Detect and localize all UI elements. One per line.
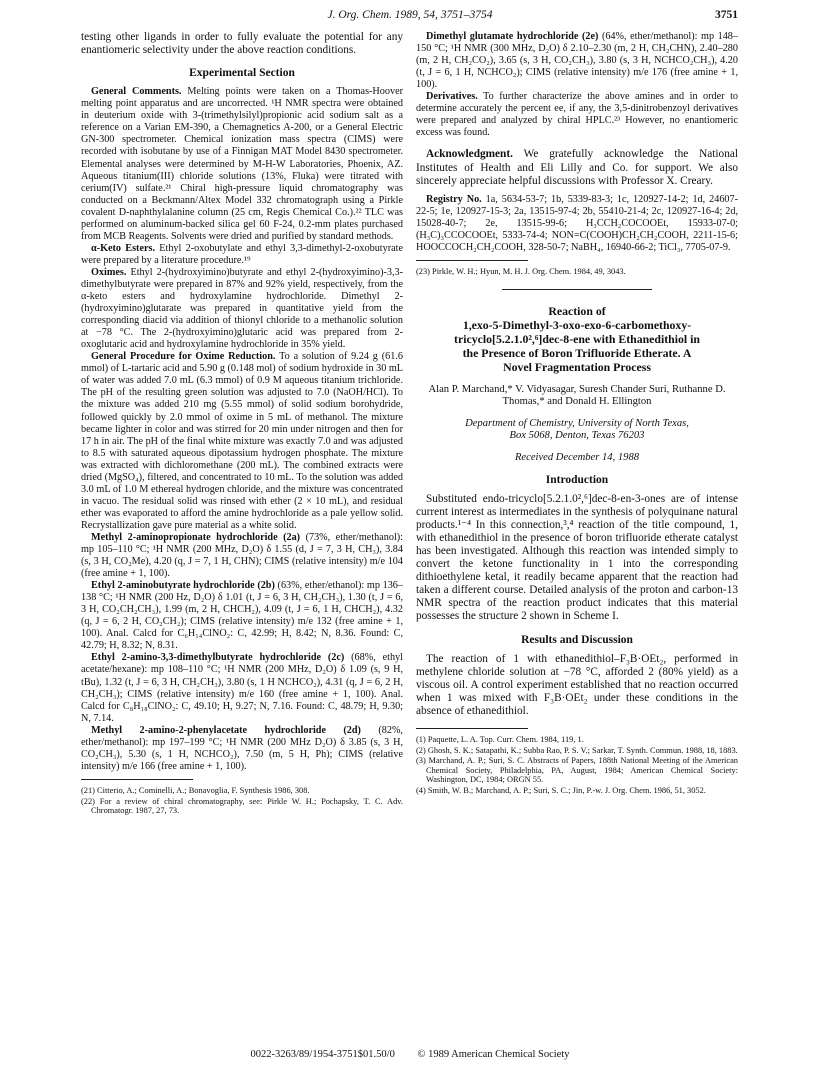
page-number: 3751 [715, 9, 738, 21]
experimental-heading: Experimental Section [189, 67, 295, 80]
compound-2e-paragraph [416, 31, 738, 91]
left-footnotes [81, 786, 403, 816]
compound-2b-lead: Ethyl 2-aminobutyrate hydrochloride (2b) [91, 580, 275, 592]
compound-2a-lead: Methyl 2-aminopropionate hydrochloride (2a) [91, 531, 301, 543]
results-paragraph: The reaction of 1 with ethanedithiol–F₃B·OEt₂, performed in methylene chloride solution at −78 °C, afforded 2 (80% yield) as a viscous oil. A control experiment established that no reaction occurred when 1 was mixed with F₃B·OEt₂ under these conditions in the absence of ethanedithiol. [416, 652, 738, 717]
general-comments-text: Melting points were taken on a Thomas-Hoover melting point apparatus and are uncorrected. ¹H NMR spectra were obtained in deuterium oxide with 3-(trimethylsilyl)propionic acid sodium salt as a reference on a Varian EM-390, a Chemagnetics A-200, or a General Electric GN-300 spectrometer. Chemical ionization mass spectra (CIMS) were recorded with isobutane by use of a Finnigan MAT Model 8430 spectrometer. Elemental analyses were determined by M-H-W Laboratories, Phoenix, AZ. Aqueous titanium(III) chloride solutions (13%, Fluka) were titrated with cerium(IV) sulfate.²¹ Chiral high-pressure liquid chromatography was conducted on a Beckmann/Altex Model 332 chromatograph using a Pirkle covalent D-naphthylalanine column (25 cm, Regis Chemical Co.).²² TLC was performed on aluminum-backed silica gel 60 F-24, 0.2-mm plates purchased from MCB Reagents. Solvents were dried and purified by standard methods. [81, 86, 403, 242]
article-code: 0022-3263/89/1954-3751$01.50/0 [250, 1049, 395, 1060]
right-column [416, 31, 738, 797]
results-heading: Results and Discussion [521, 633, 633, 646]
procedure-lead: General Procedure for Oxime Reduction. [91, 351, 276, 363]
derivatives-text: To further characterize the above amines and in order to determine accurately the percent ee, if any, the 3,5-dinitrobenzoyl derivatives were prepared and analyzed by chiral HPLC.²³ However, no enantiomeric excess was found. [416, 91, 738, 139]
oximes-lead: Oximes. [91, 266, 127, 278]
oximes-text: Ethyl 2-(hydroxyimino)butyrate and ethyl 2-(hydroxyimino)-3,3-dimethylbutyrate were prepared in 87% and 92% yield, respectively, from the α-keto esters and hydroxylamine hydrochloride. Dimethyl 2-(hydroxyimino)glutarate was prepared in quantitative yield from the corresponding diacid via addition of thionyl chloride to a methanolic solution at −78 °C. The 2-(hydroxyimino)glutaric acid was prepared from 2-oxoglutaric acid and hydroxylamine hydrochloride in 35% yield. [81, 266, 403, 351]
introduction-heading: Introduction [545, 473, 609, 486]
footnote-divider-article [416, 728, 528, 729]
derivatives-paragraph [416, 91, 738, 139]
introduction-paragraph: Substituted endo-tricyclo[5.2.1.0²,⁶]dec-8-en-3-ones are of intense current interest as intermediates in the synthesis of polyquinane natural products.¹⁻⁴ In this connection,³,⁴ reaction of the title compound, 1, with ethanedithiol in the presence of boron trifluoride etherate catalyst has been investigated. Although this reaction was intended simply to convert the ketone functionality in 1 into the corresponding dithioethylene ketal, it readily became apparent that the reaction had taken a different course. Detailed analysis of the proton and carbon-13 NMR spectra of the reaction product indicates that this material possesses the structure 2 shown in Scheme I. [416, 492, 738, 623]
continued-paragraph: testing other ligands in order to fully evaluate the potential for any enantiomeric selectivity under the above reaction conditions. [81, 31, 403, 57]
general-comments-lead: General Comments. [91, 86, 182, 98]
title-line-4: the Presence of Boron Trifluoride Etherate. A [462, 345, 692, 360]
title-line-2: 1,exo-5-Dimethyl-3-oxo-exo-6-carbomethoxy- [462, 317, 692, 332]
registry-lead: Registry No. [426, 193, 482, 205]
footnote-3: (3) Marchand, A. P.; Suri, S. C. Abstracts of Papers, 188th National Meeting of the American Chemical Society, Philadelphia, PA, August, 1984; American Chemical Society: Washington, DC, 1984; ORGN 55. [416, 756, 738, 785]
footnote-divider-right [416, 260, 528, 261]
article-title [416, 304, 738, 374]
article-separator [502, 289, 652, 290]
article-affiliation [416, 418, 738, 443]
acknowledgment-paragraph [416, 148, 738, 187]
footnote-21: (21) Citterio, A.; Cominelli, A.; Bonavoglia, F. Synthesis 1986, 308. [81, 785, 310, 795]
acknowledgment-text: We gratefully acknowledge the National Institutes of Health and Eli Lilly and Co. for support. We also sincerely appreciate helpful discussions with Professor X. Creary. [416, 148, 738, 187]
registry-text: 1a, 5634-53-7; 1b, 5339-83-3; 1c, 120927-14-2; 1d, 24607-22-5; 1e, 120927-15-3; 2a, 13515-97-4; 2b, 55410-21-4; 2c, 120927-16-4; 2d, 15028-40-7; 2e, 13515-99-6; H₃CCH₂COCOOEt, 15933-07-0; (H₃C)₃CCOCOOEt, 5333-74-4; NON=C(COOH)CH₂CH₂COOH, 2211-15-6; HOOCCOCH₂CH₂COOH, 328-50-7; NaBH₄, 16940-66-2; TiCl₃, 7705-07-9. [416, 193, 738, 253]
procedure-paragraph [81, 351, 403, 532]
acknowledgment-lead: Acknowledgment. [426, 148, 513, 161]
article-authors: Alan P. Marchand,* V. Vidyasagar, Suresh Chander Suri, Ruthanne D. Thomas,* and Donald H. Ellington [428, 383, 726, 408]
compound-2a-text: (73%, ether/methanol): mp 105–110 °C; ¹H NMR (200 MHz, D₂O) δ 1.55 (d, J = 7, 3 H, CH₃), 3.84 (s, 3 H, CO₂Me), 4.20 (q, J = 7, 1 H, CHN); CIMS (relative intensity) m/e 104 (free amine + 1, 100). [81, 531, 404, 580]
received-date: Received December 14, 1988 [514, 451, 640, 463]
title-line-1: Reaction of [548, 303, 606, 318]
compound-2a-paragraph [81, 532, 403, 580]
footnote-22: (22) For a review of chiral chromatography, see: Pirkle W. H.; Pochapsky, T. C. Adv. Chromatogr. 1987, 27, 73. [81, 796, 403, 816]
right-footnote-23 [416, 267, 738, 277]
compound-2b-text: (63%, ether/ethanol): mp 136–138 °C; ¹H NMR (200 Hz, D₂O) δ 1.01 (t, J = 6, 3 H, CH₂CH₃), 1.30 (t, J = 6, 3 H, CO₂CH₂CH₃), 1.99 (m, 2 H, CHCH₂), 4.09 (t, J = 6, 1 H, CHCH₂), 4.32 (q, J = 6, 2 H, CO₂CH₂); CIMS (relative intensity) m/e 132 (free amine + 1, 100). Anal. Calcd for C₆H₁₄ClNO₂: C, 42.99; H, 8.42; N, 8.36. Found: C, 42.79; H, 8.32; N, 8.31. [81, 580, 403, 652]
journal-citation: J. Org. Chem. 1989, 54, 3751–3754 [327, 9, 493, 21]
registry-paragraph [416, 194, 738, 254]
affiliation-line-1: Department of Chemistry, University of North Texas, [465, 417, 689, 429]
running-header [82, 9, 738, 25]
keto-esters-text: Ethyl 2-oxobutylate and ethyl 3,3-dimethyl-2-oxobutyrate were prepared by a literature procedure.¹⁹ [81, 242, 403, 266]
footnote-2: (2) Ghosh, S. K.; Satapathi, K.; Subba Rao, P. S. V.; Sarkar, T. Synth. Commun. 1988, 18, 1883. [416, 745, 738, 755]
affiliation-line-2: Box 5068, Denton, Texas 76203 [509, 430, 645, 442]
compound-2e-text: (64%, ether/methanol): mp 148–150 °C; ¹H NMR (300 MHz, D₂O) δ 2.10–2.30 (m, 2 H, CH₂CHN), 2.40–280 (m, 2 H, CH₂CO₂), 3.65 (s, 3 H, CO₂CH₃), 3.80 (s, 3 H, NCHCO₂CH₃), 4.20 (t, J = 6, 1 H, NCHCO₂); CIMS (relative intensity) m/e 176 (free amine + 1, 100). [416, 31, 738, 91]
compound-2b-paragraph [81, 580, 403, 652]
compound-2c-paragraph [81, 652, 403, 724]
compound-2e-lead: Dimethyl glutamate hydrochloride (2e) [426, 31, 599, 42]
procedure-text: To a solution of 9.24 g (61.6 mmol) of L-tartaric acid and 5.90 g (0.148 mol) of sodium hydroxide in 30 mL of water was added 7.0 mL (6.3 mmol) of 0.9 M aqueous titanium trichloride. The pH of the resulting green solution was adjusted to 7.0 (NaOH/HCl). To the mixture was added 210 mg (5.55 mmol) of solid sodium borohydride, followed quickly by 2.0 mmol of oxime in 5 mL of methanol. The mixture became lighter in color and was stirred for 20 min under nitrogen and then for 17 h in air. The pH of the final white mixture was exactly 7.0 and was adjusted to 8.5 with saturated aqueous dipotassium hydrogen phosphate. The mixture was extracted with dichloromethane (200 mL). The combined extracts were dried (MgSO₄), filtered, and concentrated to 10 mL. To the solution was added 3.0 mL of 1.0 M ethereal hydrogen chloride, and the mixture was concentrated in vacuo. The residual solid was rinsed with ether (2 × 10 mL), and residual ether was evaporated to afford the amine hydrochloride as a pale yellow solid. Recrystallization gave pure material as a white solid. [81, 351, 403, 531]
title-line-5: Novel Fragmentation Process [503, 359, 651, 374]
footnote-4: (4) Smith, W. B.; Marchand, A. P.; Suri, S. C.; Jin, P.-w. J. Org. Chem. 1986, 51, 3052. [416, 786, 706, 796]
article-footnotes [416, 735, 738, 796]
compound-2d-paragraph [81, 725, 403, 773]
copyright-notice: © 1989 American Chemical Society [417, 1049, 570, 1060]
compound-2d-text: (82%, ether/methanol): mp 197–199 °C; ¹H NMR (200 MHz D₂O) δ 3.85 (s, 3 H, CO₂CH₃), 5.30 (s, 1 H, NCHCO₂), 7.50 (m, 5 H, Ph); CIMS (relative intensity) m/e 166 (free amine + 1, 100). [81, 724, 403, 772]
keto-esters-lead: α-Keto Esters. [91, 242, 155, 254]
keto-esters-paragraph [81, 243, 403, 267]
footnote-1: (1) Paquette, L. A. Top. Curr. Chem. 1984, 119, 1. [416, 735, 584, 745]
general-comments-paragraph [81, 86, 403, 243]
page-footer [0, 1049, 820, 1060]
compound-2c-text: (68%, ethyl acetate/hexane): mp 108–110 °C; ¹H NMR (200 MHz, D₂O) δ 1.09 (s, 9 H, tBu), 1.32 (t, J = 6, 3 H, CH₂CH₃), 3.80 (s, 1 H NCHCO₂), 4.31 (q, J = 6, 2 H, CH₂CH₃); CIMS (relative intensity) m/e 160 (free amine + 1, 100). Anal. Calcd for C₈H₁₈ClNO₂: C, 49.10; H, 9.27; N, 7.16. Found: C, 48.79; H, 9.30; N, 7.14. [81, 652, 404, 724]
footnote-23: (23) Pirkle, W. H.; Hyun, M. H. J. Org. Chem. 1984, 49, 3043. [416, 266, 626, 276]
derivatives-lead: Derivatives. [426, 91, 478, 103]
compound-2d-lead: Methyl 2-amino-2-phenylacetate hydrochloride (2d) [91, 724, 361, 736]
left-column [81, 31, 403, 817]
footnote-divider [81, 779, 193, 780]
oximes-paragraph [81, 267, 403, 351]
compound-2c-lead: Ethyl 2-amino-3,3-dimethylbutyrate hydrochloride (2c) [91, 652, 345, 664]
title-line-3: tricyclo[5.2.1.0²,⁶]dec-8-ene with Ethanedithiol in [454, 331, 700, 346]
